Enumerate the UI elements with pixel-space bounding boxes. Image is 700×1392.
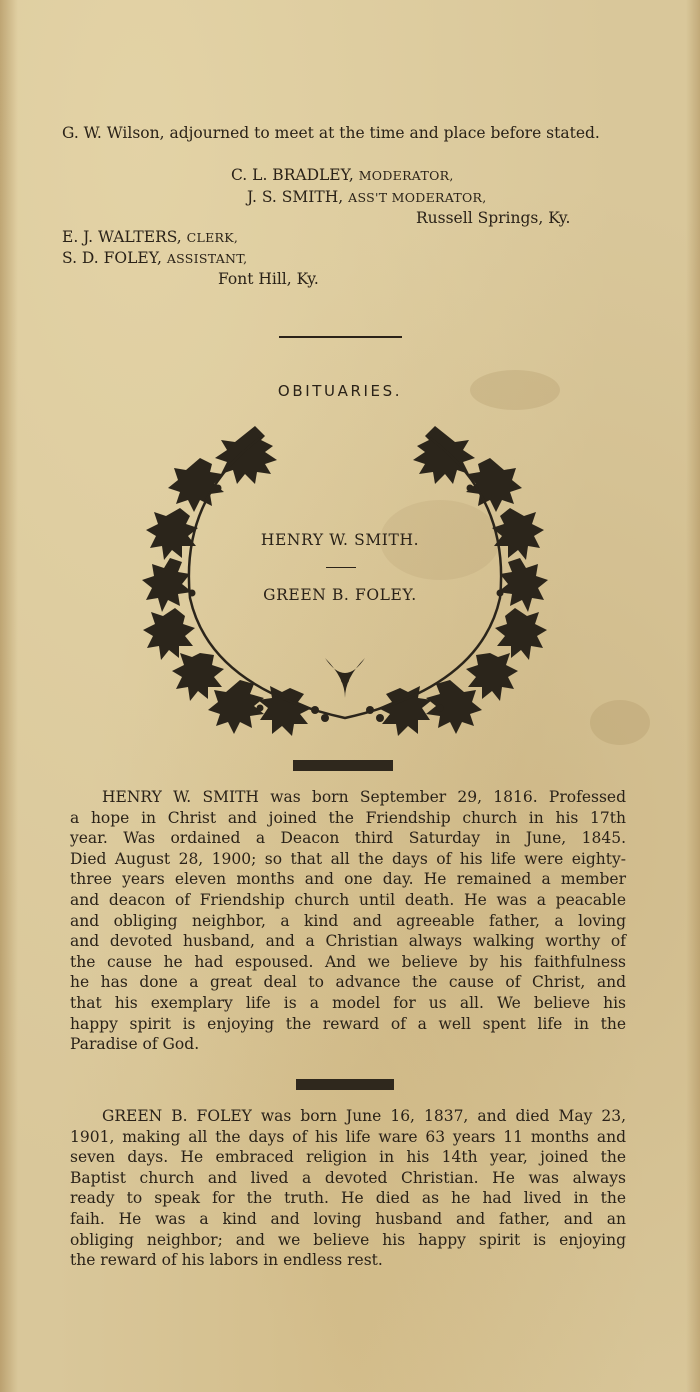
obituary-line: the reward of his labors in endless rest.	[70, 1251, 383, 1270]
obituary-line: Baptist church and lived a devoted Christian. He was always	[70, 1168, 626, 1187]
obituary-separator	[293, 760, 393, 771]
clerk-name: E. J. WALTERS,	[62, 228, 182, 246]
moderator-signature	[231, 165, 454, 187]
wreath-name-henry-smith: HENRY W. SMITH.	[260, 531, 420, 549]
obituary-line: and devoted husband, and a Christian always walking worthy of	[70, 932, 626, 951]
holly-wreath-icon	[140, 418, 550, 748]
obituary-line: Died August 28, 1900; so that all the days of his life were eighty-	[70, 849, 626, 868]
adjournment-text: G. W. Wilson, adjourned to meet at the time and place before stated.	[62, 124, 600, 142]
obituary-line: seven days. He embraced religion in his 14th year, joined the	[70, 1148, 626, 1167]
moderator-name: C. L. BRADLEY,	[231, 166, 354, 184]
obituary-line: ready to speak for the truth. He died as he had lived in the	[70, 1189, 626, 1208]
asst-moderator-signature	[247, 187, 487, 209]
page-edge-shadow-left	[0, 0, 18, 1392]
paper-stain	[590, 700, 650, 745]
obituary-line: he has done a great deal to advance the cause of Christ, and	[70, 973, 626, 992]
obituary-line: year. Was ordained a Deacon third Saturday in June, 1845.	[70, 829, 626, 848]
assistant-name: S. D. FOLEY,	[62, 249, 162, 267]
obituary-line: the cause he had espoused. And we believe by his faithfulness	[70, 952, 626, 971]
moderator-location: Russell Springs, Ky.	[416, 209, 571, 227]
asst-moderator-name: J. S. SMITH,	[247, 188, 344, 206]
wreath-name-divider	[326, 567, 356, 568]
obituary-green-foley	[70, 1106, 626, 1271]
obituary-line: a hope in Christ and joined the Friendship church in his 17th	[70, 808, 626, 827]
obituary-line: three years eleven months and one day. He remained a member	[70, 870, 626, 889]
obituary-line: obliging neighbor; and we believe his happy spirit is enjoying	[70, 1230, 626, 1249]
obituary-line: GREEN B. FOLEY was born June 16, 1837, and died May 23,	[102, 1107, 626, 1125]
obituary-line: Paradise of God.	[70, 1035, 200, 1054]
asst-moderator-title: ASS'T MODERATOR,	[348, 190, 487, 205]
obituaries-heading: OBITUARIES.	[277, 382, 403, 400]
clerk-location: Font Hill, Ky.	[218, 270, 319, 288]
moderator-title: MODERATOR,	[358, 168, 454, 183]
wreath-name-green-foley: GREEN B. FOLEY.	[263, 586, 417, 604]
obituary-line: and obliging neighbor, a kind and agreeable father, a loving	[70, 911, 626, 930]
obituary-henry-smith	[70, 787, 626, 1055]
obituary-line: happy spirit is enjoying the reward of a well spent life in the	[70, 1014, 626, 1033]
obituary-name: HENRY W. SMITH	[102, 788, 259, 806]
obituary-line: faih. He was a kind and loving husband and father, and an	[70, 1209, 626, 1228]
obituary-name: GREEN B. FOLEY	[102, 1107, 252, 1125]
page-edge-shadow-right	[686, 0, 700, 1392]
obituary-line: and deacon of Friendship church until death. He was a peacable	[70, 890, 626, 909]
clerk-title: CLERK,	[186, 230, 239, 245]
section-divider	[279, 336, 402, 338]
clerk-signature	[62, 227, 238, 249]
obituary-line: 1901, making all the days of his life ware 63 years 11 months and	[70, 1127, 626, 1146]
obituary-separator	[296, 1079, 394, 1090]
obituary-line: that his exemplary life is a model for us all. We believe his	[70, 993, 626, 1012]
obituary-line: HENRY W. SMITH was born September 29, 1816. Professed	[102, 788, 627, 806]
assistant-title: ASSISTANT,	[166, 251, 248, 266]
assistant-signature	[62, 248, 247, 270]
